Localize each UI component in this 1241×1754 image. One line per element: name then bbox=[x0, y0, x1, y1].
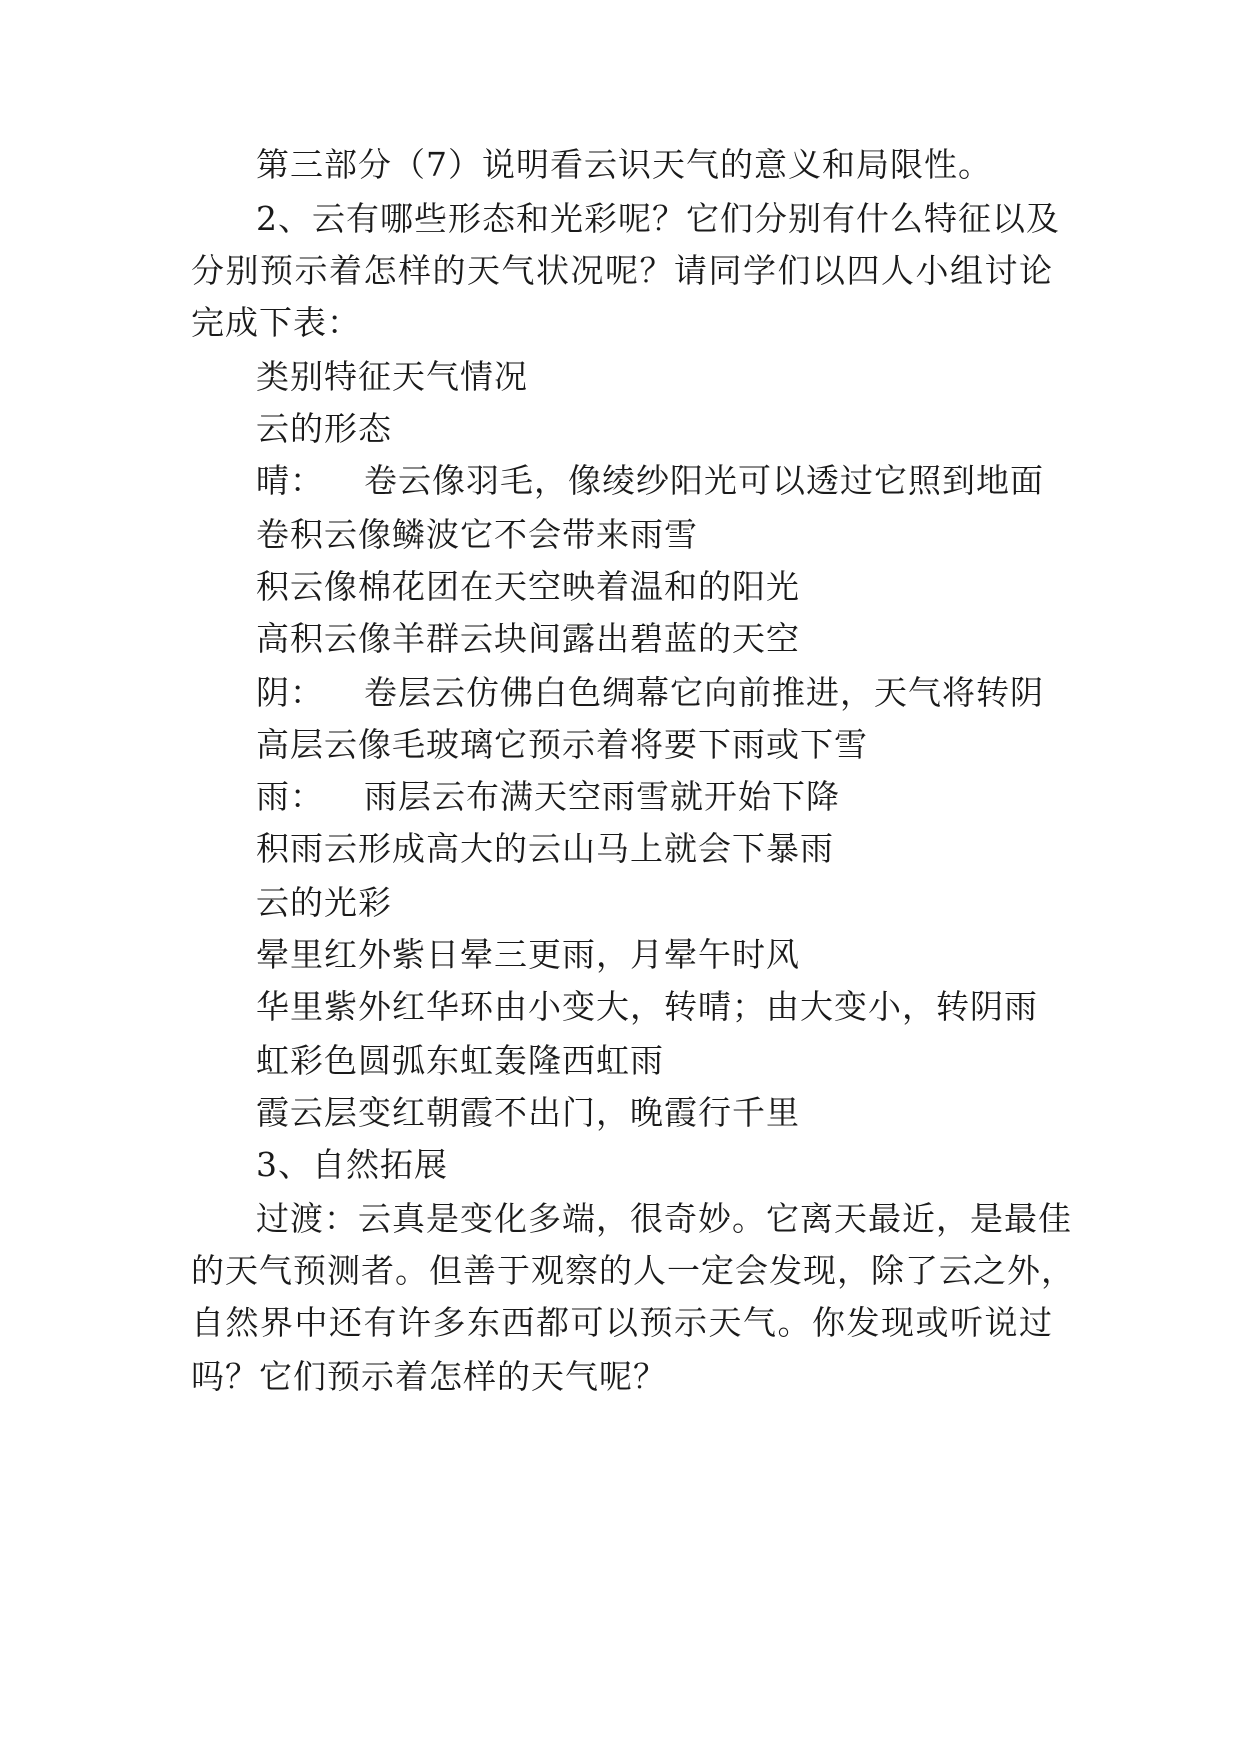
paragraph-line: 分别预示着怎样的天气状况呢？请同学们以四人小组讨论 bbox=[191, 251, 1053, 290]
table-section-label: 云的形态 bbox=[256, 409, 392, 448]
table-header-line: 类别特征天气情况 bbox=[256, 357, 528, 396]
paragraph-line: 自然界中还有许多东西都可以预示天气。你发现或听说过 bbox=[191, 1303, 1053, 1342]
table-row bbox=[256, 673, 1044, 713]
paragraph-line: 过渡：云真是变化多端，很奇妙。它离天最近，是最佳 bbox=[256, 1199, 1072, 1238]
table-row: 虹彩色圆弧东虹轰隆西虹雨 bbox=[256, 1041, 664, 1080]
weather-label: 晴： bbox=[256, 461, 324, 500]
table-row: 华里紫外红华环由小变大，转晴；由大变小，转阴雨 bbox=[256, 987, 1038, 1026]
weather-label: 雨： bbox=[256, 777, 324, 816]
weather-label: 阴： bbox=[256, 673, 324, 712]
table-row: 积雨云形成高大的云山马上就会下暴雨 bbox=[256, 829, 834, 868]
table-row bbox=[256, 461, 1044, 501]
paragraph-line: 第三部分（7）说明看云识天气的意义和局限性。 bbox=[256, 145, 992, 184]
paragraph-line: 完成下表： bbox=[191, 303, 361, 342]
table-row: 积云像棉花团在天空映着温和的阳光 bbox=[256, 567, 800, 606]
cloud-description: 卷云像羽毛，像绫纱阳光可以透过它照到地面 bbox=[364, 461, 1044, 500]
paragraph-line: 2、云有哪些形态和光彩呢？它们分别有什么特征以及 bbox=[256, 199, 1060, 238]
paragraph-line: 吗？它们预示着怎样的天气呢？ bbox=[191, 1357, 667, 1396]
table-row: 高层云像毛玻璃它预示着将要下雨或下雪 bbox=[256, 725, 868, 764]
cloud-description: 雨层云布满天空雨雪就开始下降 bbox=[364, 777, 840, 816]
table-row: 霞云层变红朝霞不出门，晚霞行千里 bbox=[256, 1093, 800, 1132]
table-row bbox=[256, 777, 840, 817]
section-heading: 3、自然拓展 bbox=[256, 1145, 448, 1184]
table-row: 卷积云像鳞波它不会带来雨雪 bbox=[256, 515, 698, 554]
paragraph-line: 的天气预测者。但善于观察的人一定会发现，除了云之外， bbox=[191, 1251, 1075, 1290]
table-section-label: 云的光彩 bbox=[256, 883, 392, 922]
table-row: 晕里红外紫日晕三更雨，月晕午时风 bbox=[256, 935, 800, 974]
cloud-description: 卷层云仿佛白色绸幕它向前推进，天气将转阴 bbox=[364, 673, 1044, 712]
table-row: 高积云像羊群云块间露出碧蓝的天空 bbox=[256, 619, 800, 658]
